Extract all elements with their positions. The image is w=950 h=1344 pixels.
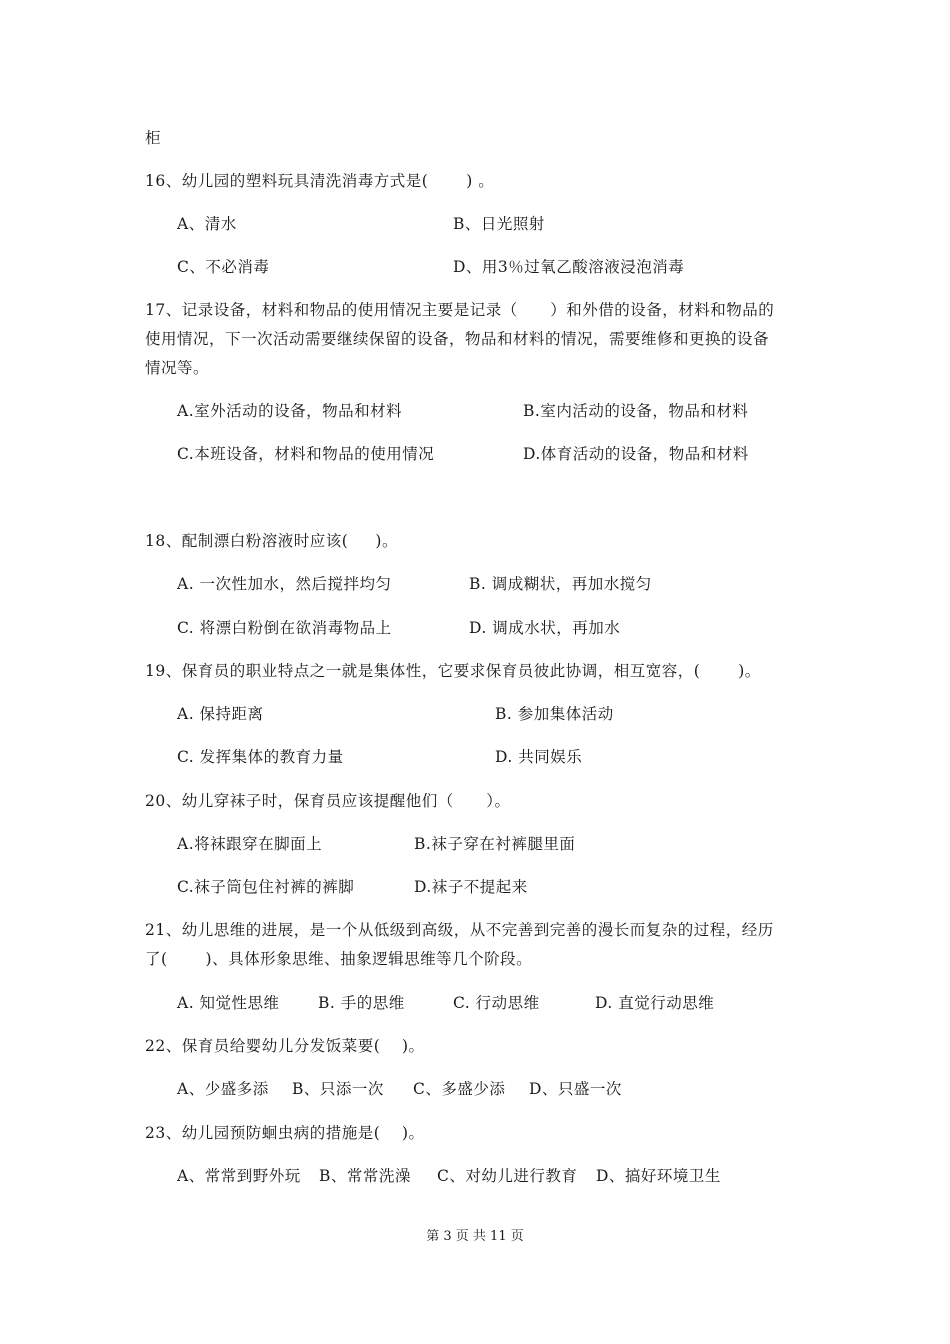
question-20-stem: 20、幼儿穿袜子时，保育员应该提醒他们（ ）。 <box>145 792 511 810</box>
carryover-text: 柜 <box>145 129 162 147</box>
question-21-option-a: A. 知觉性思维 <box>177 994 280 1012</box>
question-20-option-b: B.袜子穿在衬裤腿里面 <box>414 835 576 853</box>
question-17-option-b: B.室内活动的设备，物品和材料 <box>523 402 749 420</box>
question-16-option-c: C、不必消毒 <box>177 258 270 276</box>
question-18-option-d: D. 调成水状，再加水 <box>469 619 621 637</box>
question-21-option-d: D. 直觉行动思维 <box>595 994 715 1012</box>
question-16-option-a: A、清水 <box>177 215 237 233</box>
question-22-option-c: C、多盛少添 <box>413 1080 506 1098</box>
question-17-option-a: A.室外活动的设备，物品和材料 <box>177 402 403 420</box>
question-16-option-d: D、用3％过氧乙酸溶液浸泡消毒 <box>453 258 685 276</box>
question-21-option-b: B. 手的思维 <box>318 994 405 1012</box>
question-18-option-c: C. 将漂白粉倒在欲消毒物品上 <box>177 619 392 637</box>
question-17-option-d: D.体育活动的设备，物品和材料 <box>523 445 749 463</box>
question-17-stem-line-1: 17、记录设备，材料和物品的使用情况主要是记录（ ）和外借的设备，材料和物品的 <box>145 301 775 319</box>
question-22-option-d: D、只盛一次 <box>529 1080 622 1098</box>
question-22-option-b: B、只添一次 <box>292 1080 384 1098</box>
question-18-option-b: B. 调成糊状，再加水搅匀 <box>469 575 652 593</box>
question-23-option-a: A、常常到野外玩 <box>177 1167 301 1185</box>
question-19-option-c: C. 发挥集体的教育力量 <box>177 748 344 766</box>
question-21-option-c: C. 行动思维 <box>453 994 540 1012</box>
question-19-stem: 19、保育员的职业特点之一就是集体性，它要求保育员彼此协调，相互宽容，( )。 <box>145 662 761 680</box>
question-21-stem-line-1: 21、幼儿思维的进展，是一个从低级到高级，从不完善到完善的漫长而复杂的过程，经历 <box>145 921 774 939</box>
page-footer: 第 3 页 共 11 页 <box>426 1229 524 1244</box>
question-22-stem: 22、保育员给婴幼儿分发饭菜要( )。 <box>145 1037 425 1055</box>
question-19-option-a: A. 保持距离 <box>177 705 264 723</box>
question-23-option-b: B、常常洗澡 <box>319 1167 411 1185</box>
question-17-stem-line-2: 使用情况，下一次活动需要继续保留的设备，物品和材料的情况，需要维修和更换的设备 <box>145 330 770 348</box>
question-16-option-b: B、日光照射 <box>453 215 545 233</box>
question-23-stem: 23、幼儿园预防蛔虫病的措施是( )。 <box>145 1124 425 1142</box>
question-18-stem: 18、配制漂白粉溶液时应该( )。 <box>145 532 398 550</box>
question-17-stem-line-3: 情况等。 <box>145 359 210 377</box>
question-19-option-d: D. 共同娱乐 <box>495 748 583 766</box>
question-23-option-d: D、搞好环境卫生 <box>596 1167 721 1185</box>
question-21-stem-line-2: 了( )、具体形象思维、抽象逻辑思维等几个阶段。 <box>145 950 533 968</box>
question-18-option-a: A. 一次性加水，然后搅拌均匀 <box>177 575 392 593</box>
question-23-option-c: C、对幼儿进行教育 <box>437 1167 578 1185</box>
question-22-option-a: A、少盛多添 <box>177 1080 269 1098</box>
question-19-option-b: B. 参加集体活动 <box>495 705 614 723</box>
question-16-stem: 16、幼儿园的塑料玩具清洗消毒方式是( ) 。 <box>145 172 495 190</box>
question-17-option-c: C.本班设备，材料和物品的使用情况 <box>177 445 435 463</box>
question-20-option-a: A.将袜跟穿在脚面上 <box>177 835 323 853</box>
question-20-option-c: C.袜子筒包住衬裤的裤脚 <box>177 878 355 896</box>
question-20-option-d: D.袜子不提起来 <box>414 878 528 896</box>
